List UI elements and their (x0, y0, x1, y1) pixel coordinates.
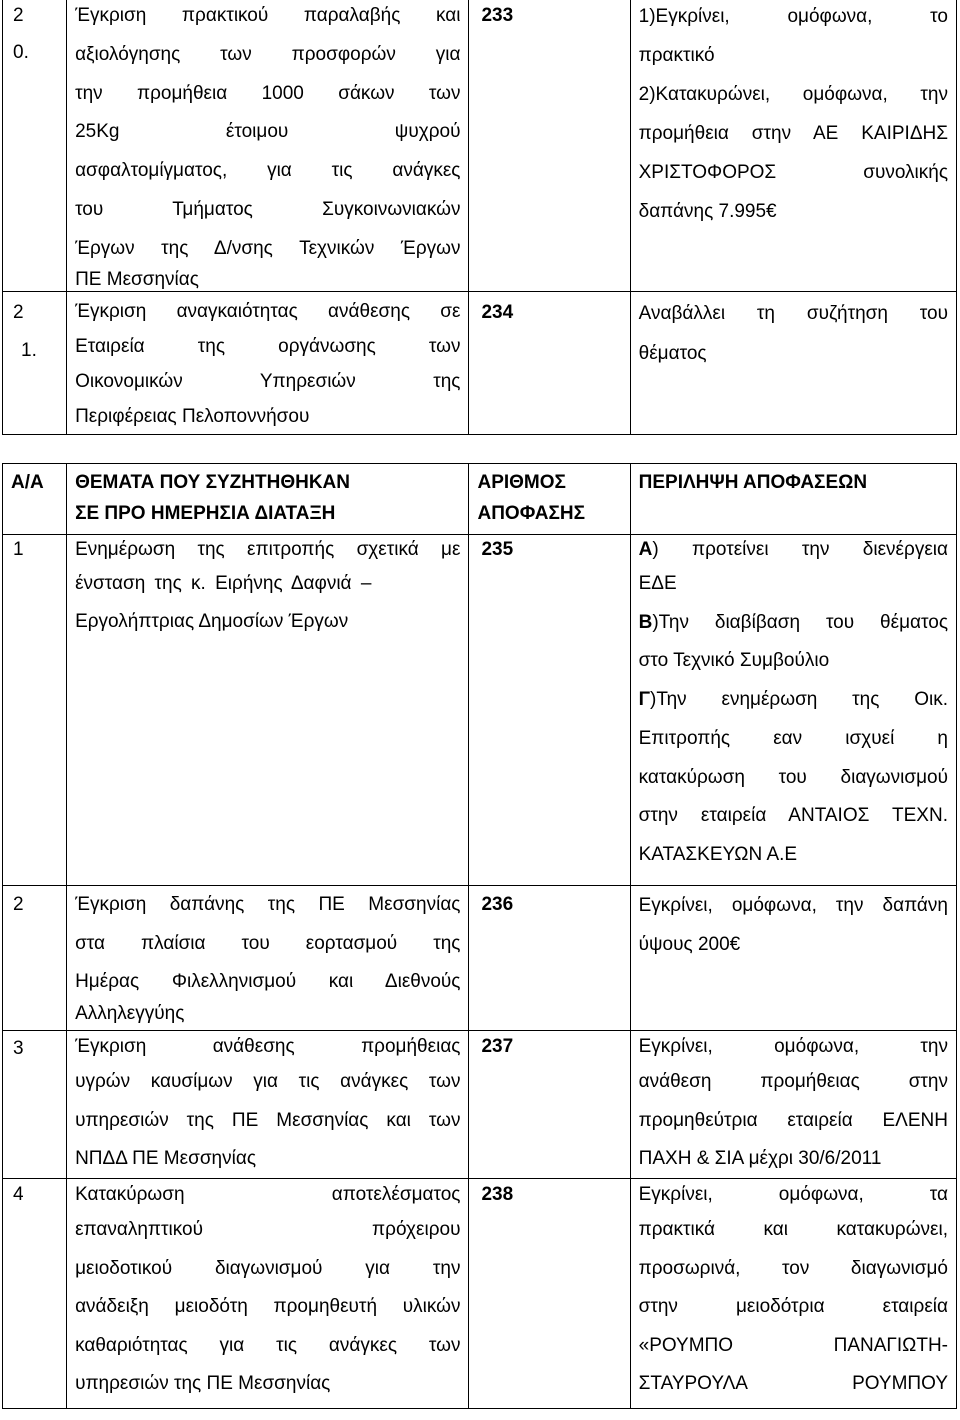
subject-line: 25Kg έτοιμου ψυχρού (75, 121, 461, 143)
summary-cell (630, 1179, 956, 1409)
summary-line: 1)Εγκρίνει, ομόφωνα, το (638, 6, 948, 27)
summary-line: πρακτικό (638, 45, 715, 66)
subject-line: την προμήθεια 1000 σάκων των (75, 82, 461, 104)
summary-cell (630, 535, 956, 886)
row-index-label: 2 (13, 894, 24, 915)
summary-line: 2)Κατακυρώνει, ομόφωνα, την (638, 84, 948, 105)
subject-line: ένσταση της κ. Ειρήνης Δαφνιά – (75, 573, 372, 594)
row-index (3, 0, 67, 291)
subject-line: Έγκριση ανάθεσης προμήθειας (75, 1036, 461, 1057)
subject-line: επαναληπτικού πρόχειρου (75, 1219, 461, 1240)
decision-number: 237 (469, 1031, 630, 1179)
index-line: 0. (13, 42, 29, 63)
subject-cell (67, 535, 469, 886)
subject-line: Εργολήπτριας Δημοσίων Έργων (75, 611, 349, 632)
summary-line: Αναβάλλει τη συζήτηση του (638, 302, 948, 324)
subject-cell (67, 0, 469, 291)
header-decision-number-line: ΑΡΙΘΜΟΣ (477, 472, 566, 493)
summary-cell (630, 0, 956, 291)
header-summary-label: ΠΕΡΙΛΗΨΗ ΑΠΟΦΑΣΕΩΝ (638, 472, 868, 493)
subject-line: Αλληλεγγύης (75, 1002, 185, 1024)
summary-line: στο Τεχνικό Συμβούλιο (638, 650, 830, 672)
subject-line: Έγκριση δαπάνης της ΠΕ Μεσσηνίας (75, 894, 461, 915)
summary-line: προμηθεύτρια εταιρεία ΕΛΕΝΗ (638, 1109, 948, 1131)
summary-line: ΕΔΕ (638, 573, 677, 594)
summary-letter: Α (638, 539, 653, 560)
row-index (3, 291, 67, 434)
decision-number: 236 (469, 886, 630, 1031)
subject-line: Έγκριση πρακτικού παραλαβής και (75, 5, 461, 26)
row-index-label: 1 (13, 539, 24, 560)
header-subjects (67, 464, 469, 535)
summary-line: Β)Την διαβίβαση του θέματος (638, 611, 948, 633)
summary-line: Γ)Την ενημέρωση της Οικ. (638, 689, 948, 711)
row-index-label: 3 (13, 1038, 24, 1059)
header-decision-number-line: ΑΠΟΦΑΣΗΣ (477, 503, 586, 524)
subject-line: υπηρεσιών της ΠΕ Μεσσηνίας και των (75, 1109, 461, 1131)
summary-line: ΠΑΧΗ & ΣΙΑ μέχρι 30/6/2011 (638, 1148, 882, 1169)
summary-line: «ΡΟΥΜΠΟ ΠΑΝΑΓΙΩΤΗ- (638, 1334, 948, 1356)
subject-line: ανάδειξη μειοδότη προμηθευτή υλικών (75, 1296, 461, 1318)
table-row (3, 1179, 957, 1409)
row-index (3, 1179, 67, 1409)
subject-line: στα πλαίσια του εορτασμού της (75, 932, 461, 954)
subject-line: Οικονομικών Υπηρεσιών της (75, 370, 461, 392)
table-row (3, 1031, 957, 1179)
subject-line: του Τμήματος Συγκοινωνιακών (75, 198, 461, 220)
summary-line: Εγκρίνει, ομόφωνα, τα (638, 1184, 948, 1205)
row-index (3, 886, 67, 1031)
summary-line (639, 535, 948, 565)
subject-line: Κατακύρωση αποτελέσματος (75, 1184, 461, 1205)
decision-number: 234 (469, 291, 630, 434)
decision-number: 233 (469, 0, 630, 291)
subject-cell (67, 1179, 469, 1409)
table-row (3, 535, 957, 886)
subject-line: αξιολόγησης των προσφορών για (75, 43, 461, 65)
row-index-label: 4 (13, 1184, 24, 1205)
subject-line: ασφαλτομίγματος, για τις ανάγκες (75, 160, 461, 182)
summary-line: Επιτροπής εαν ισχυεί η (638, 727, 948, 749)
decisions-table (2, 463, 957, 1409)
summary-line: πρακτικά και κατακυρώνει, (638, 1219, 948, 1240)
subject-line: Ημέρας Φιλελληνισμού και Διεθνούς (75, 971, 461, 992)
table-header-row (3, 464, 957, 535)
summary-cell (630, 886, 956, 1031)
summary-line: ΚΑΤΑΣΚΕΥΩΝ Α.Ε (638, 843, 798, 865)
table-row (3, 886, 957, 1031)
subject-cell (67, 1031, 469, 1179)
summary-line-text: ) προτείνει την διενέργεια (652, 539, 948, 560)
decision-number: 235 (469, 535, 630, 886)
decision-number: 238 (469, 1179, 630, 1409)
summary-line: ανάθεση προμήθειας στην (638, 1071, 948, 1092)
summary-line: ΣΤΑΥΡΟΥΛΑ ΡΟΥΜΠΟΥ (638, 1373, 948, 1395)
summary-line: προμήθεια στην ΑΕ ΚΑΙΡΙΔΗΣ (638, 123, 948, 144)
row-index (3, 535, 67, 886)
subject-cell (67, 886, 469, 1031)
subject-line: καθαριότητας για τις ανάγκες των (75, 1334, 461, 1356)
subject-line: ΠΕ Μεσσηνίας (75, 268, 199, 290)
index-line: 2 (13, 301, 24, 323)
header-decision-number (469, 464, 630, 535)
summary-line: στην εταιρεία ΑΝΤΑΙΟΣ ΤΕΧΝ. (638, 805, 948, 827)
summary-line: δαπάνης 7.995€ (638, 201, 777, 222)
subject-line: ΝΠΔΔ ΠΕ Μεσσηνίας (75, 1148, 256, 1169)
summary-line: κατακύρωση του διαγωνισμού (638, 766, 948, 788)
header-index-label: Α/Α (11, 472, 44, 493)
subject-cell (67, 291, 469, 434)
summary-line: Εγκρίνει, ομόφωνα, την δαπάνη (638, 895, 948, 916)
summary-line: Εγκρίνει, ομόφωνα, την (638, 1036, 948, 1057)
summary-cell (630, 1031, 956, 1179)
summary-line: θέματος (638, 342, 707, 364)
summary-cell (630, 291, 956, 434)
decisions-table-continued (2, 0, 957, 435)
index-line: 1. (21, 339, 37, 361)
summary-line: ΧΡΙΣΤΟΦΟΡΟΣ συνολικής (638, 162, 948, 183)
table-row (3, 291, 957, 434)
header-index (3, 464, 67, 535)
subject-line: μειοδοτικού διαγωνισμού για την (75, 1257, 461, 1279)
subject-line: υγρών καυσίμων για τις ανάγκες των (75, 1071, 461, 1092)
subject-line: Εταιρεία της οργάνωσης των (75, 335, 461, 357)
subject-line: υπηρεσιών της ΠΕ Μεσσηνίας (75, 1373, 331, 1395)
subject-line: Περιφέρειας Πελοποννήσου (75, 405, 310, 427)
table-row (3, 0, 957, 291)
summary-letter: Β (638, 611, 653, 633)
summary-line: προσωρινά, τον διαγωνισμό (638, 1257, 948, 1279)
summary-line: ύψους 200€ (638, 934, 741, 955)
summary-letter: Γ (638, 689, 651, 711)
header-subjects-line: ΘΕΜΑΤΑ ΠΟΥ ΣΥΖΗΤΗΘΗΚΑΝ (75, 472, 350, 493)
subject-line: Έγκριση αναγκαιότητας ανάθεσης σε (75, 300, 461, 322)
subject-line: Έργων της Δ/νσης Τεχνικών Έργων (75, 237, 461, 259)
header-subjects-line: ΣΕ ΠΡΟ ΗΜΕΡΗΣΙΑ ΔΙΑΤΑΞΗ (75, 503, 336, 524)
summary-line: στην μειοδότρια εταιρεία (638, 1296, 948, 1318)
subject-line: Ενημέρωση της επιτροπής σχετικά με (75, 539, 461, 560)
header-summary (630, 464, 956, 535)
index-line: 2 (13, 5, 24, 26)
row-index (3, 1031, 67, 1179)
